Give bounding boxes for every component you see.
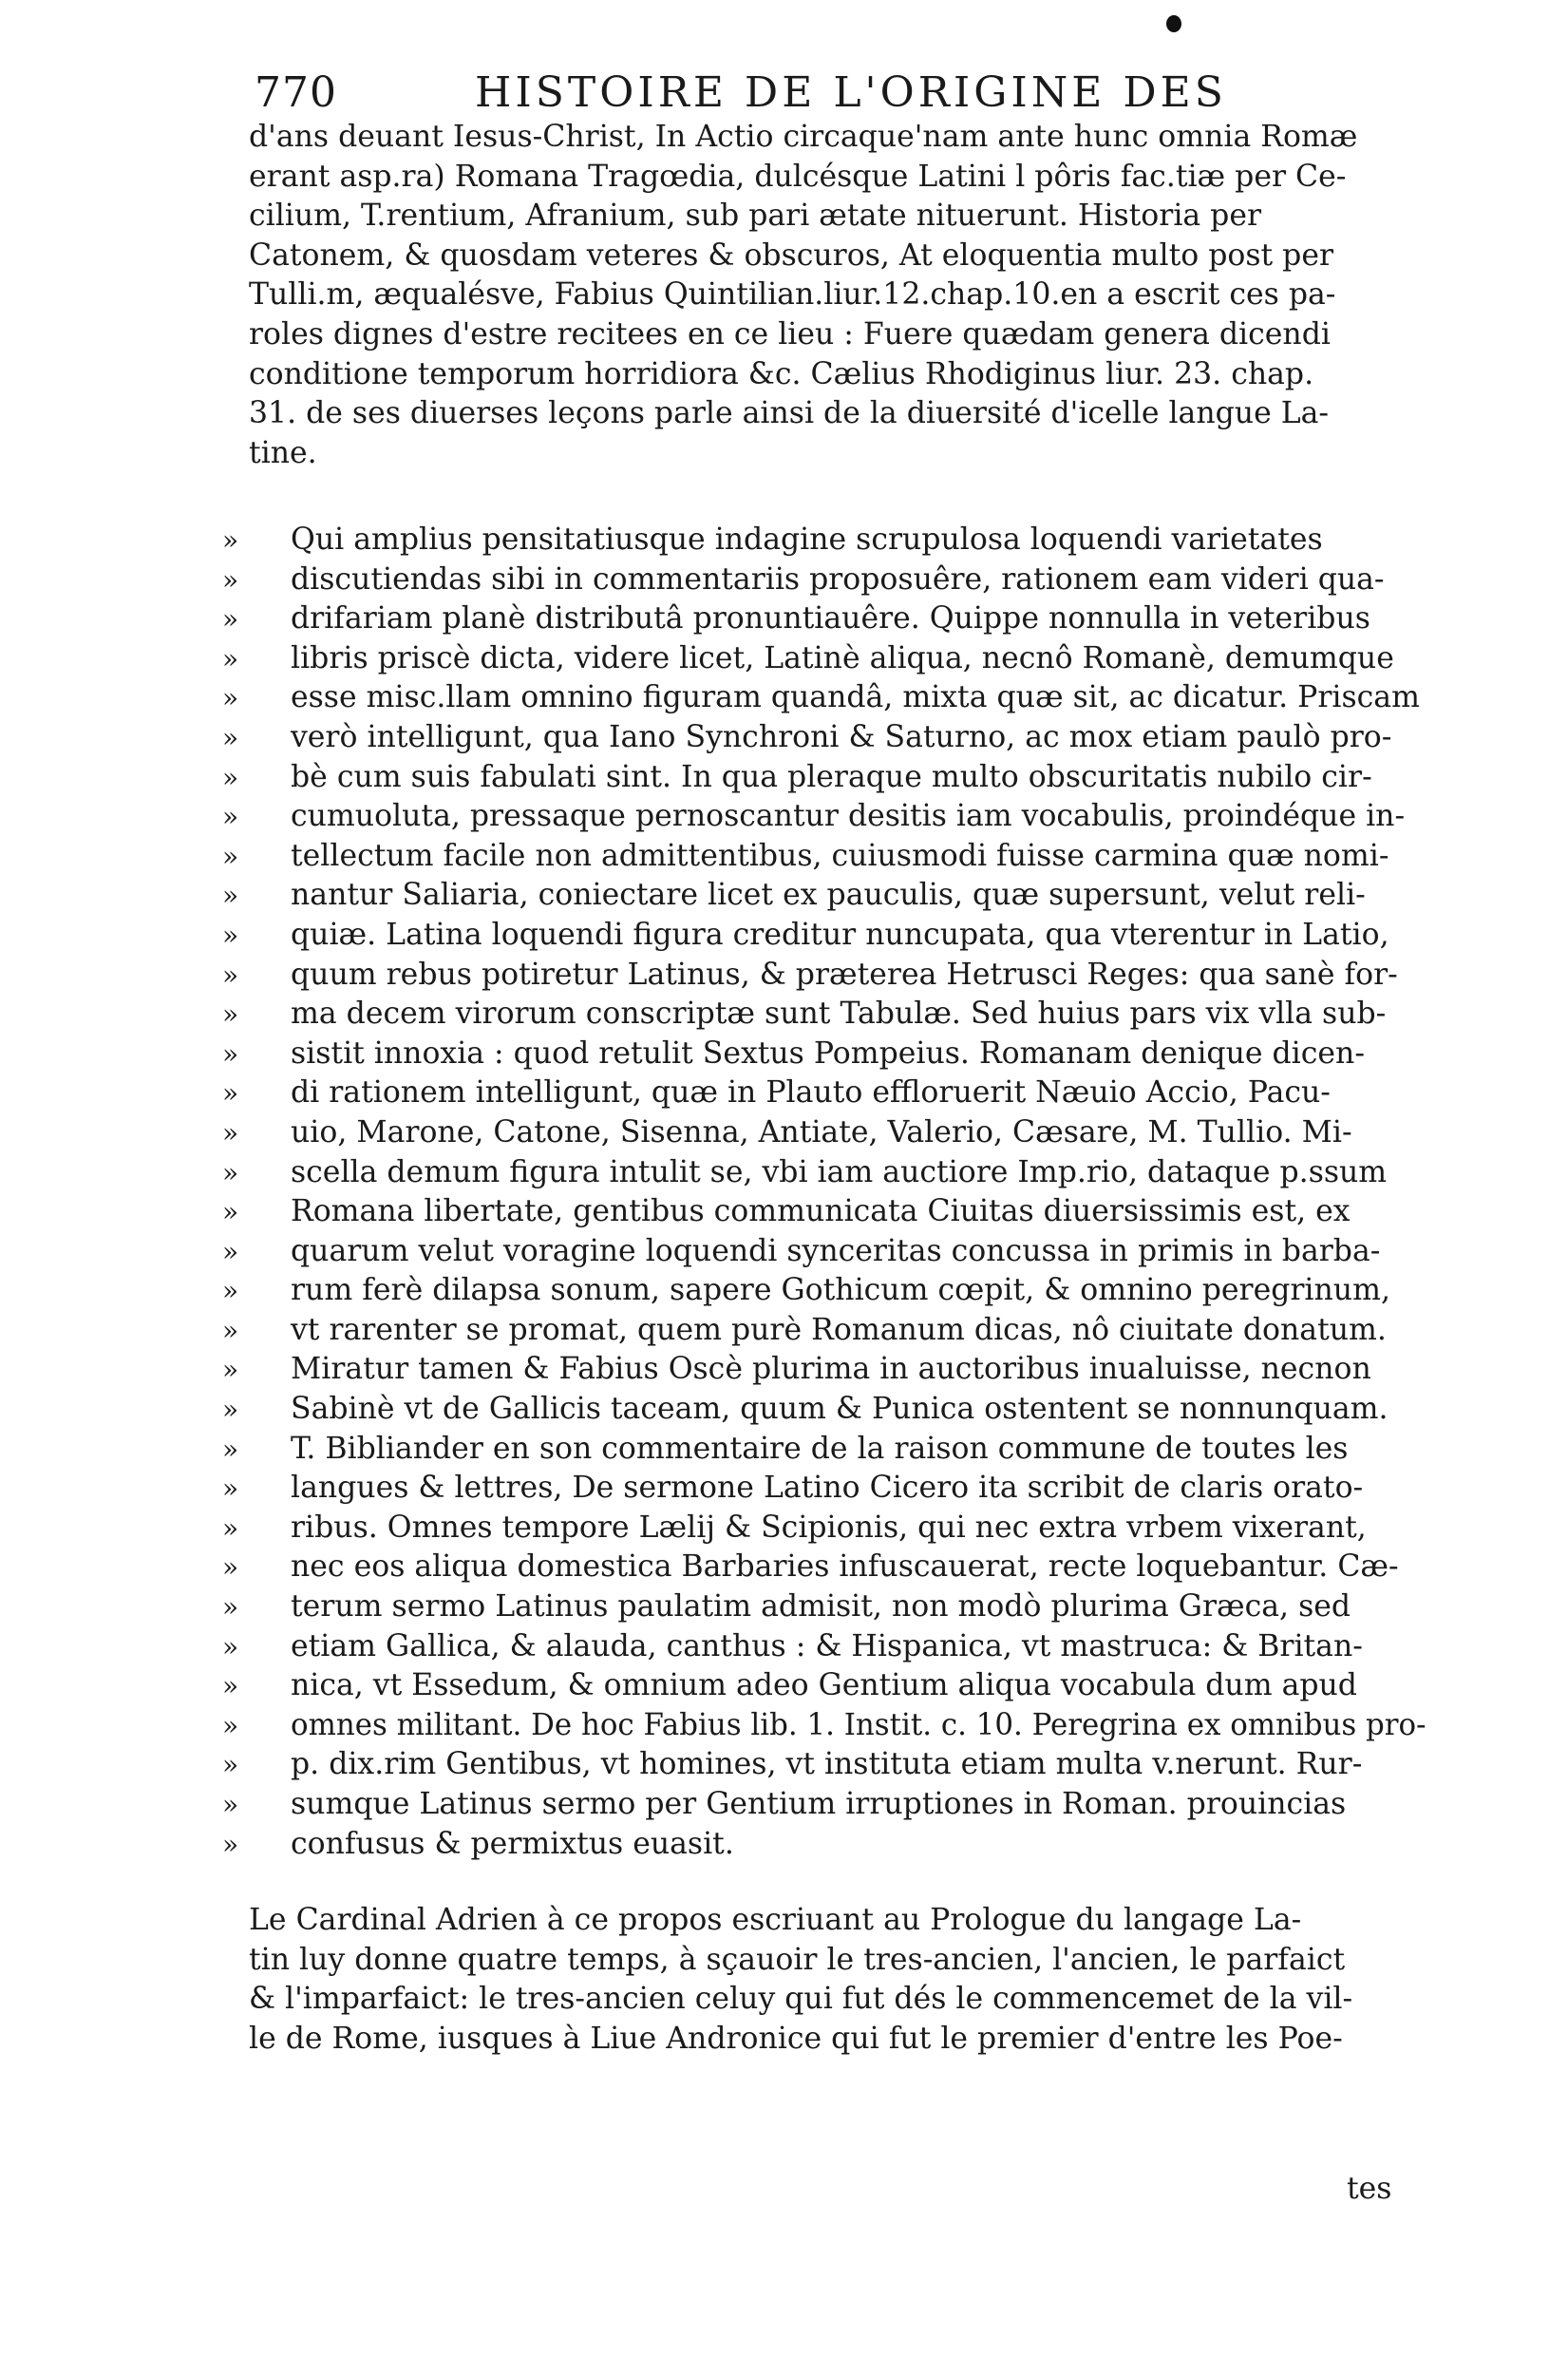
quote-mark: »: [222, 880, 239, 912]
quote-line: » quum rebus potiretur Latinus, & præterea Hetrusci Reges: qua sanè for-: [249, 956, 1426, 996]
quote-mark: »: [222, 840, 239, 872]
quote-line: » scella demum figura intulit se, vbi iam auctiore Imp.rio, dataque p.ssum: [249, 1153, 1426, 1193]
quote-line: » sistit innoxia : quod retulit Sextus Pompeius. Romanam denique dicen-: [249, 1035, 1426, 1074]
quote-mark: »: [222, 1116, 239, 1149]
quote-line: » ribus. Omnes tempore Lælij & Scipionis, qui nec extra vrbem vixerant,: [249, 1509, 1426, 1548]
quote-line: » confusus & permixtus euasit.: [249, 1825, 1426, 1865]
quoted-passage: [222, 521, 1426, 1864]
quote-line: » tellectum facile non admittentibus, cuiusmodi fuisse carmina quæ nomi-: [249, 837, 1426, 877]
text-line: roles dignes d'estre recitees en ce lieu : Fuere quædam genera dicendi: [249, 316, 1331, 352]
paragraph-1: [249, 118, 1426, 473]
text-line: tin luy donne quatre temps, à sçauoir le tres-ancien, l'ancien, le parfaict: [249, 1942, 1346, 1977]
text-line: Catonem, & quosdam veteres & obscuros, At eloquentia multo post per: [249, 238, 1334, 273]
quote-mark: »: [222, 1394, 239, 1426]
quote-line: » omnes militant. De hoc Fabius lib. 1. Instit. c. 10. Peregrina ex omnibus pro-: [249, 1706, 1426, 1746]
quote-line: » discutiendas sibi in commentariis proposuêre, rationem eam videri qua-: [249, 560, 1426, 600]
quote-mark: »: [222, 1235, 239, 1267]
text-line: 31. de ses diuerses leçons parle ainsi de la diuersité d'icelle langue La-: [249, 396, 1330, 431]
quote-mark: »: [222, 959, 239, 991]
quote-mark: »: [222, 1789, 239, 1820]
quote-line: » bè cum suis fabulati sint. In qua pleraque multo obscuritatis nubilo cir-: [249, 758, 1426, 798]
text-line: d'ans deuant Iesus-Christ, In Actio circaque'nam ante hunc omnia Romæ: [249, 120, 1358, 154]
text-line: erant asp.ra) Romana Tragœdia, dulcésque Latini l pôris fac.tiæ per Ce-: [249, 159, 1347, 194]
quote-line: » Romana libertate, gentibus communicata Ciuitas diuersissimis est, ex: [249, 1192, 1426, 1232]
quote-mark: »: [222, 1511, 239, 1544]
quote-line: » nantur Saliaria, coniectare licet ex pauculis, quæ supersunt, velut reli-: [249, 876, 1426, 916]
quote-line: » Sabinè vt de Gallicis taceam, quum & Punica ostentent se nonnunquam.: [249, 1390, 1426, 1430]
quote-mark: »: [222, 1472, 239, 1505]
quote-mark: »: [222, 1433, 239, 1465]
quote-line: » ma decem virorum conscriptæ sunt Tabulæ. Sed huius pars vix vlla sub-: [249, 995, 1426, 1035]
quote-mark: »: [222, 1196, 239, 1228]
quote-line: » cumuoluta, pressaque pernoscantur desitis iam vocabulis, proindéque in-: [249, 797, 1426, 837]
quote-mark: »: [222, 998, 239, 1031]
quote-mark: »: [222, 761, 239, 793]
quote-line: » esse misc.llam omnino figuram quandâ, mixta quæ sit, ac dicatur. Priscam: [249, 678, 1426, 718]
quote-mark: »: [222, 721, 239, 753]
text-line: tine.: [249, 435, 317, 470]
quote-line: » verò intelligunt, qua Iano Synchroni & Saturno, ac mox etiam paulò pro-: [249, 718, 1426, 758]
text-line: Le Cardinal Adrien à ce propos escriuant au Prologue du langage La-: [249, 1903, 1302, 1937]
quote-mark: »: [222, 1037, 239, 1070]
quote-line: » sumque Latinus sermo per Gentium irruptiones in Roman. prouincias: [249, 1785, 1426, 1825]
quote-mark: »: [222, 1630, 239, 1662]
quote-line: » vt rarenter se promat, quem purè Romanum dicas, nô ciuitate donatum.: [249, 1311, 1426, 1351]
quote-line: » di rationem intelligunt, quæ in Plauto effloruerit Næuio Accio, Pacu-: [249, 1074, 1426, 1113]
text-line: Tulli.m, æqualésve, Fabius Quintilian.liur.12.chap.10.en a escrit ces pa-: [249, 277, 1336, 313]
quote-line: » nec eos aliqua domestica Barbaries infuscauerat, recte loquebantur. Cæ-: [249, 1548, 1426, 1587]
quote-line: » terum sermo Latinus paulatim admisit, non modò plurima Græca, sed: [249, 1587, 1426, 1627]
quote-line: » quarum velut voragine loquendi synceritas concussa in primis in barba-: [249, 1232, 1426, 1272]
quote-mark: »: [222, 1354, 239, 1386]
quote-mark: »: [222, 1275, 239, 1307]
quote-mark: »: [222, 1828, 239, 1860]
quote-mark: »: [222, 1551, 239, 1584]
quote-line: » etiam Gallica, & alauda, canthus : & Hispanica, vt mastruca: & Britan-: [249, 1627, 1426, 1667]
page-header: [255, 65, 1261, 122]
quote-line: » rum ferè dilapsa sonum, sapere Gothicum cœpit, & omnino peregrinum,: [249, 1271, 1426, 1311]
quote-line: » T. Bibliander en son commentaire de la raison commune de toutes les: [249, 1430, 1426, 1470]
ink-blot: [1166, 15, 1181, 32]
quote-line: » nica, vt Essedum, & omnium adeo Gentium aliqua vocabula dum apud: [249, 1666, 1426, 1706]
quote-mark: »: [222, 682, 239, 714]
quote-mark: »: [222, 1156, 239, 1188]
text-line: conditione temporum horridiora &c. Cælius Rhodiginus liur. 23. chap.: [249, 356, 1314, 391]
quote-line: » Miratur tamen & Fabius Oscè plurima in auctoribus inualuisse, necnon: [249, 1350, 1426, 1390]
quote-mark: »: [222, 603, 239, 636]
quote-mark: »: [222, 524, 239, 556]
quote-line: » p. dix.rim Gentibus, vt homines, vt instituta etiam multa v.nerunt. Rur-: [249, 1745, 1426, 1785]
text-line: cilium, T.rentium, Afranium, sub pari ætate nituerunt. Historia per: [249, 199, 1262, 234]
quote-mark: »: [222, 642, 239, 674]
quote-line: » langues & lettres, De sermone Latino Cicero ita scribit de claris orato-: [249, 1469, 1426, 1509]
paragraph-3: [249, 1901, 1426, 2059]
quote-mark: »: [222, 919, 239, 951]
catchword: tes: [1347, 2172, 1392, 2206]
quote-mark: »: [222, 563, 239, 596]
quote-mark: »: [222, 1077, 239, 1110]
page-number: 770: [255, 68, 337, 117]
quote-mark: »: [222, 1749, 239, 1781]
running-head: HISTOIRE DE L'ORIGINE DES: [475, 68, 1227, 117]
quote-line: » drifariam planè distributâ pronuntiauêre. Quippe nonnulla in veteribus: [249, 599, 1426, 639]
quote-line: » Qui amplius pensitatiusque indagine scrupulosa loquendi varietates: [249, 521, 1426, 560]
quote-mark: »: [222, 1709, 239, 1741]
quote-mark: »: [222, 1591, 239, 1624]
text-line: le de Rome, iusques à Liue Andronice qui fut le premier d'entre les Poe-: [249, 2021, 1343, 2056]
quote-mark: »: [222, 801, 239, 833]
text-line: & l'imparfaict: le tres-ancien celuy qui fut dés le commencemet de la vil-: [249, 1982, 1353, 2017]
quote-line: » uio, Marone, Catone, Sisenna, Antiate, Valerio, Cæsare, M. Tullio. Mi-: [249, 1113, 1426, 1153]
quote-line: » libris priscè dicta, videre licet, Latinè aliqua, necnô Romanè, demumque: [249, 639, 1426, 679]
quote-line: » quiæ. Latina loquendi figura creditur nuncupata, qua vterentur in Latio,: [249, 916, 1426, 956]
quote-mark: »: [222, 1670, 239, 1702]
quote-mark: »: [222, 1314, 239, 1346]
